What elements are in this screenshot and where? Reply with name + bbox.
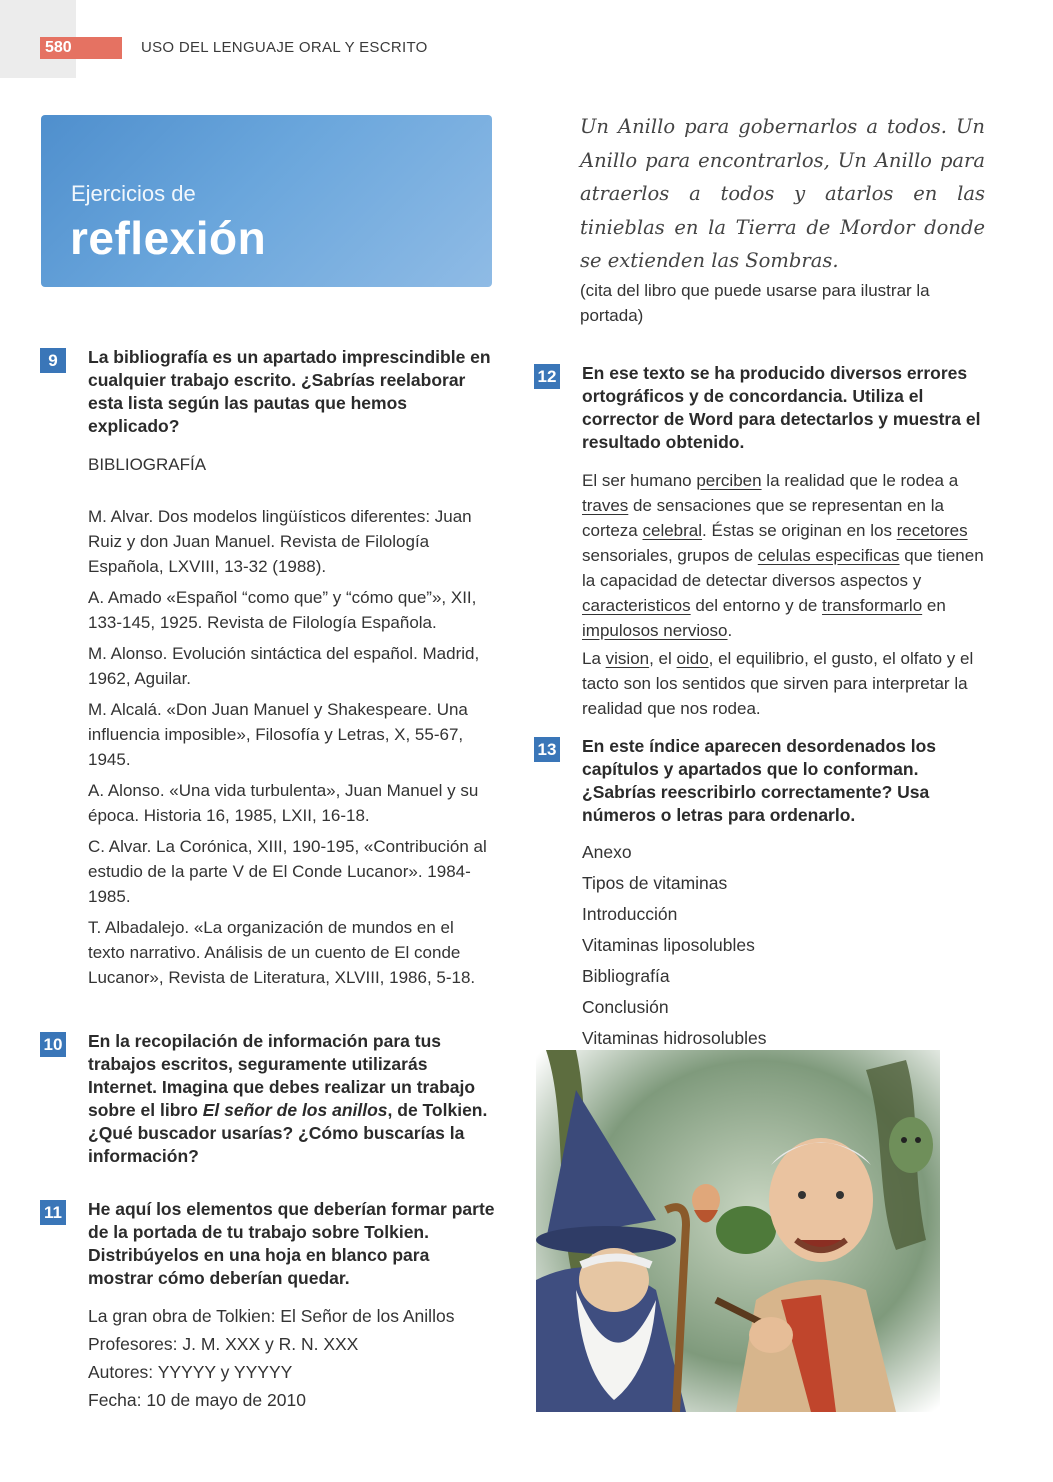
question-text: , de Tolkien. ¿Qué buscador usarías? ¿Cómo buscarías la información? [88, 1100, 488, 1166]
flagged-error-word: impulosos nervioso [582, 621, 728, 640]
exercise-number: 12 [534, 364, 560, 389]
bibliography-entry: M. Alvar. Dos modelos lingüísticos diferentes: Juan Ruiz y don Juan Manuel. Revista de Filología Española, LXVIII, 13-32 (1988). [88, 507, 472, 576]
list-item: Introducción [582, 904, 678, 924]
exercise-12 [534, 362, 984, 721]
question-text: En la recopilación de información para tus trabajos escritos, seguramente utilizarás Internet. Imagina que debes realizar un trabajo sobre el libro [88, 1031, 476, 1120]
list-item: Tipos de vitaminas [582, 873, 728, 893]
list-item: Profesores: J. M. XXX y R. N. XXX [88, 1334, 359, 1354]
left-column [40, 346, 495, 1414]
exercise-question: La bibliografía es un apartado imprescindible en cualquier trabajo escrito. ¿Sabrías reelaborar esta lista según las pautas que hemos explicado? [88, 347, 491, 436]
index-list [582, 837, 984, 1054]
list-item: Anexo [582, 842, 632, 862]
paragraph-text: de sensaciones que se representan en la corteza [582, 496, 944, 540]
flagged-error-word: traves [582, 496, 629, 515]
tolkien-gandalf-illustration [536, 1050, 940, 1412]
exercise-10 [40, 1030, 495, 1168]
exercise-9 [40, 346, 495, 990]
list-item: Conclusión [582, 997, 669, 1017]
bibliography-entry: A. Amado «Español “como que” y “cómo que”», XII, 133-145, 1925. Revista de Filología Española. [88, 588, 477, 632]
bibliography-entry: C. Alvar. La Corónica, XIII, 190-195, «Contribución al estudio de la parte V de El Conde Lucanor». 1984-1985. [88, 837, 487, 906]
exercise-number: 13 [534, 737, 560, 762]
error-paragraph [582, 646, 984, 721]
exercise-question: En este índice aparecen desordenados los capítulos y apartados que lo conforman. ¿Sabrías reescribirlo correctamente? Usa números o letras para ordenarlo. [582, 736, 937, 825]
paragraph-text: , el equilibrio, el gusto, el olfato y el tacto son los sentidos que sirven para interpretar la realidad que nos rodea. [582, 649, 974, 718]
exercise-number: 10 [40, 1032, 66, 1057]
exercise-question [88, 1030, 495, 1168]
bibliography-entry: T. Albadalejo. «La organización de mundos en el texto narrativo. Análisis de un cuento de El conde Lucanor», Revista de Literatura, XLVIII, 1986, 5-18. [88, 918, 476, 987]
paragraph-text: , el [649, 649, 677, 668]
book-title: El señor de los anillos [202, 1100, 388, 1120]
exercise-13-body [534, 735, 984, 1054]
flagged-error-word: transformarlo [822, 596, 923, 615]
list-item: La gran obra de Tolkien: El Señor de los Anillos [88, 1306, 455, 1326]
paragraph-text: . [727, 621, 733, 640]
flagged-error-word: celulas especificas [757, 546, 900, 565]
paragraph-text: El ser humano [582, 471, 697, 490]
flagged-error-word: celebral [642, 521, 703, 540]
bibliography-heading: BIBLIOGRAFÍA [88, 455, 207, 474]
bibliography-entry: M. Alonso. Evolución sintáctica del español. Madrid, 1962, Aguilar. [88, 644, 480, 688]
page-number: 580 [40, 37, 122, 59]
banner-subtitle: Ejercicios de [71, 181, 196, 206]
exercise-question: En ese texto se ha producido diversos errores ortográficos y de concordancia. Utiliza el corrector de Word para detectarlos y muestra el resultado obtenido. [582, 363, 981, 452]
paragraph-text: La [582, 649, 606, 668]
paragraph-text: que tienen la capacidad de detectar diversos aspectos y [582, 546, 984, 590]
list-item: Bibliografía [582, 966, 670, 986]
flagged-error-word: oido [676, 649, 709, 668]
paragraph-text: en [922, 596, 946, 615]
paragraph-text: del entorno y de [690, 596, 823, 615]
exercise-question: He aquí los elementos que deberían formar parte de la portada de tu trabajo sobre Tolkien. Distribúyelos en una hoja en blanco para mostrar cómo deberían quedar. [88, 1199, 495, 1288]
cover-elements-list [88, 1302, 495, 1414]
exercise-number: 11 [40, 1200, 66, 1225]
section-banner [41, 115, 492, 287]
flagged-error-word: perciben [696, 471, 762, 490]
exercise-number: 9 [40, 348, 66, 373]
exercise-11 [40, 1198, 495, 1414]
flagged-error-word: recetores [896, 521, 968, 540]
paragraph-text: la realidad que le rodea a [761, 471, 959, 490]
bibliography-entry: M. Alcalá. «Don Juan Manuel y Shakespeare. Una influencia imposible», Filosofía y Letras, X, 55-67, 1945. [88, 700, 468, 769]
banner-title: reflexión [70, 212, 267, 264]
quote-note: (cita del libro que puede usarse para ilustrar la portada) [580, 281, 930, 325]
exercise-12-body [534, 362, 984, 721]
running-head: USO DEL LENGUAJE ORAL Y ESCRITO [141, 39, 428, 56]
book-quote: Un Anillo para gobernarlos a todos. Un Anillo para encontrarlos, Un Anillo para atraerlos a todos y atarlos en las tinieblas en la Tierra de Mordor donde se extienden las Sombras. [580, 115, 985, 272]
list-item: Vitaminas liposolubles [582, 935, 755, 955]
error-paragraph [582, 468, 984, 643]
list-item: Autores: YYYYY y YYYYY [88, 1362, 293, 1382]
bibliography-list [88, 504, 495, 990]
paragraph-text: sensoriales, grupos de [582, 546, 758, 565]
flagged-error-word: vision [605, 649, 650, 668]
list-item: Vitaminas hidrosolubles [582, 1028, 767, 1048]
exercise-13 [534, 735, 984, 1054]
flagged-error-word: caracteristicos [582, 596, 691, 615]
bibliography-entry: A. Alonso. «Una vida turbulenta», Juan Manuel y su época. Historia 16, 1985, LXII, 16-18. [88, 781, 479, 825]
paragraph-text: . Éstas se originan en los [702, 521, 897, 540]
list-item: Fecha: 10 de mayo de 2010 [88, 1390, 306, 1410]
